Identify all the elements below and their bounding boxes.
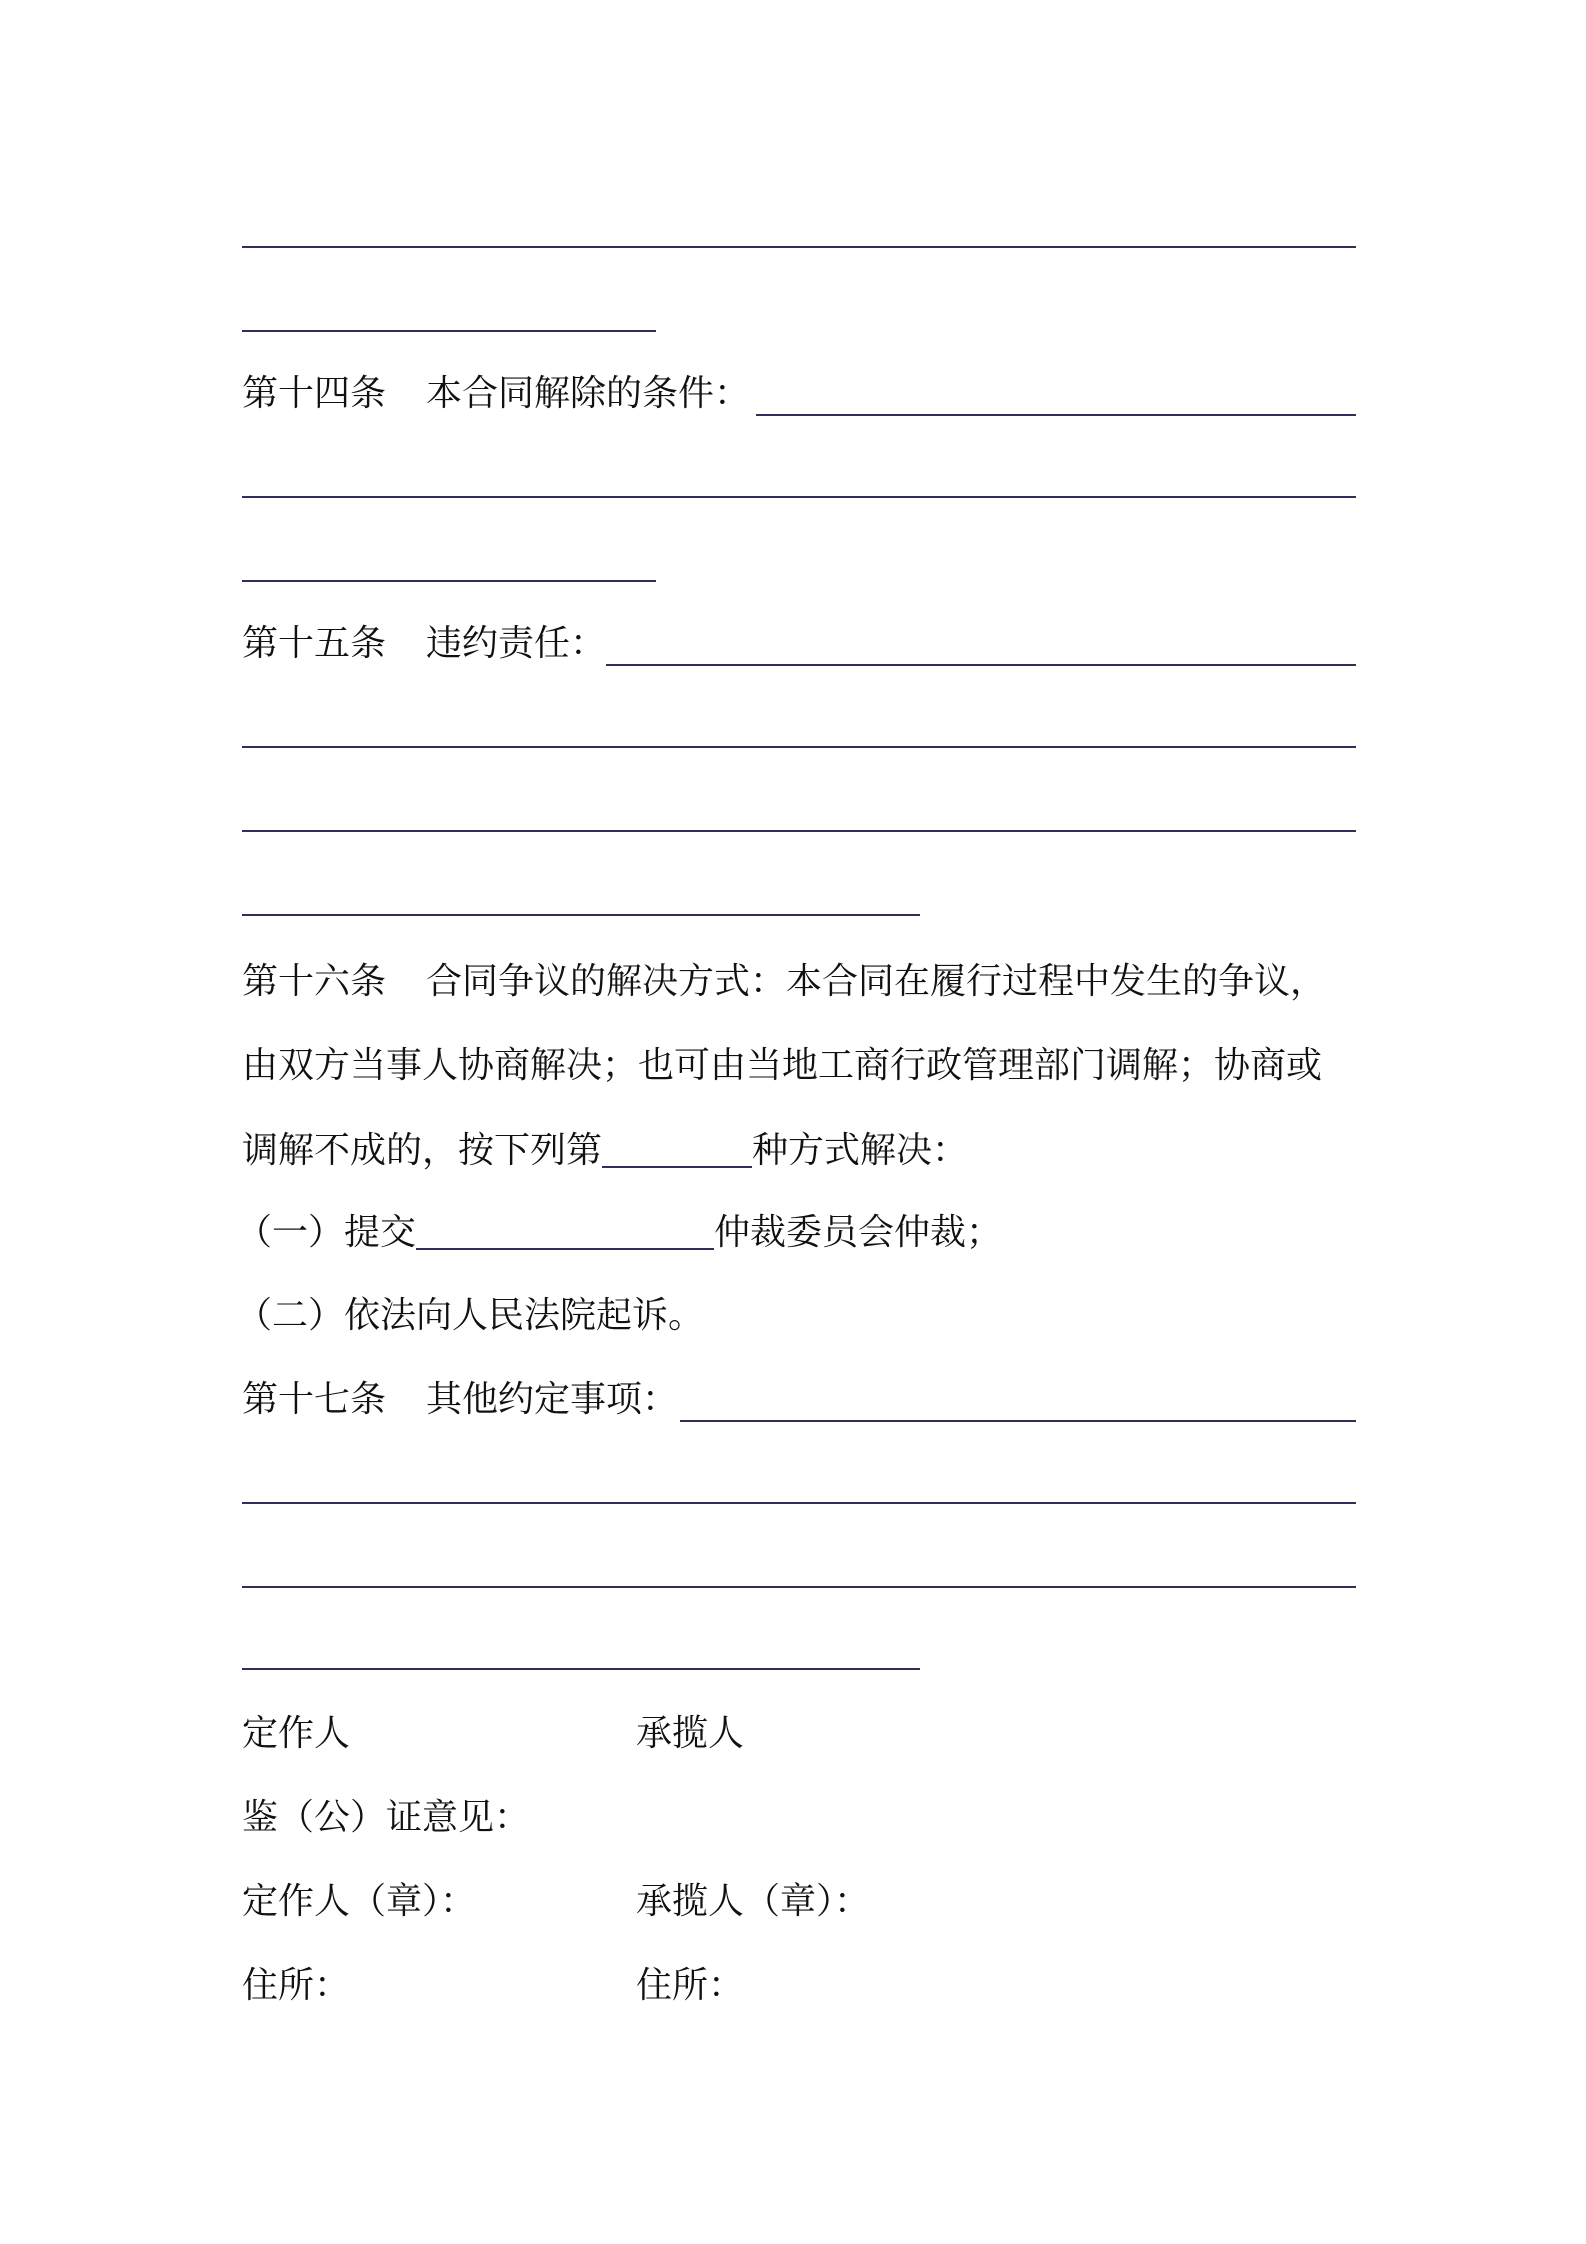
article-16-text-1: 合同争议的解决方式：本合同在履行过程中发生的争议， xyxy=(426,961,1327,1002)
method-number-blank xyxy=(602,1126,752,1168)
party-b-seal-label: 承揽人（章）： xyxy=(636,1881,871,1922)
article-16-text-3a: 调解不成的，按下列第 xyxy=(242,1130,603,1171)
blank-line xyxy=(756,414,1356,416)
blank-line xyxy=(242,1668,920,1670)
party-b-label: 承揽人 xyxy=(636,1713,745,1754)
blank-line xyxy=(242,580,656,582)
article-16-text-2: 由双方当事人协商解决；也可由当地工商行政管理部门调解；协商或 xyxy=(242,1045,1323,1086)
article-15 xyxy=(242,620,606,668)
article-16-line-2 xyxy=(242,1042,1322,1090)
notary-opinion-label: 鉴（公）证意见： xyxy=(242,1797,531,1838)
party-b-address-label: 住所： xyxy=(636,1965,745,2006)
option-2-text: （二）依法向人民法院起诉。 xyxy=(236,1295,705,1336)
blank-line xyxy=(680,1420,1356,1422)
option-1 xyxy=(236,1208,1002,1257)
party-a-address-label: 住所： xyxy=(242,1965,351,2006)
option-1-text-b: 仲裁委员会仲裁； xyxy=(714,1212,1003,1253)
article-16-line-1 xyxy=(242,958,1326,1006)
article-17 xyxy=(242,1376,678,1424)
blank-line xyxy=(242,830,1356,832)
party-a-label: 定作人 xyxy=(242,1713,351,1754)
article-17-text: 其他约定事项： xyxy=(426,1379,679,1420)
blank-line xyxy=(242,246,1356,248)
article-14-text: 本合同解除的条件： xyxy=(426,373,751,414)
article-15-text: 违约责任： xyxy=(426,623,607,664)
article-16-line-3 xyxy=(242,1126,968,1175)
blank-line xyxy=(606,664,1356,666)
blank-line xyxy=(242,330,656,332)
blank-line xyxy=(242,496,1356,498)
blank-line xyxy=(242,1586,1356,1588)
blank-line xyxy=(242,1502,1356,1504)
arbitration-committee-blank xyxy=(416,1208,714,1250)
article-16-number: 第十六条 xyxy=(242,961,387,1002)
article-16-text-3b: 种方式解决： xyxy=(752,1130,969,1171)
article-15-number: 第十五条 xyxy=(242,623,387,664)
blank-line xyxy=(242,746,1356,748)
party-a-seal-label: 定作人（章）： xyxy=(242,1881,477,1922)
article-14 xyxy=(242,370,750,418)
option-2 xyxy=(236,1292,704,1340)
article-14-number: 第十四条 xyxy=(242,373,387,414)
blank-line xyxy=(242,914,920,916)
article-17-number: 第十七条 xyxy=(242,1379,387,1420)
option-1-text-a: （一）提交 xyxy=(236,1212,417,1253)
